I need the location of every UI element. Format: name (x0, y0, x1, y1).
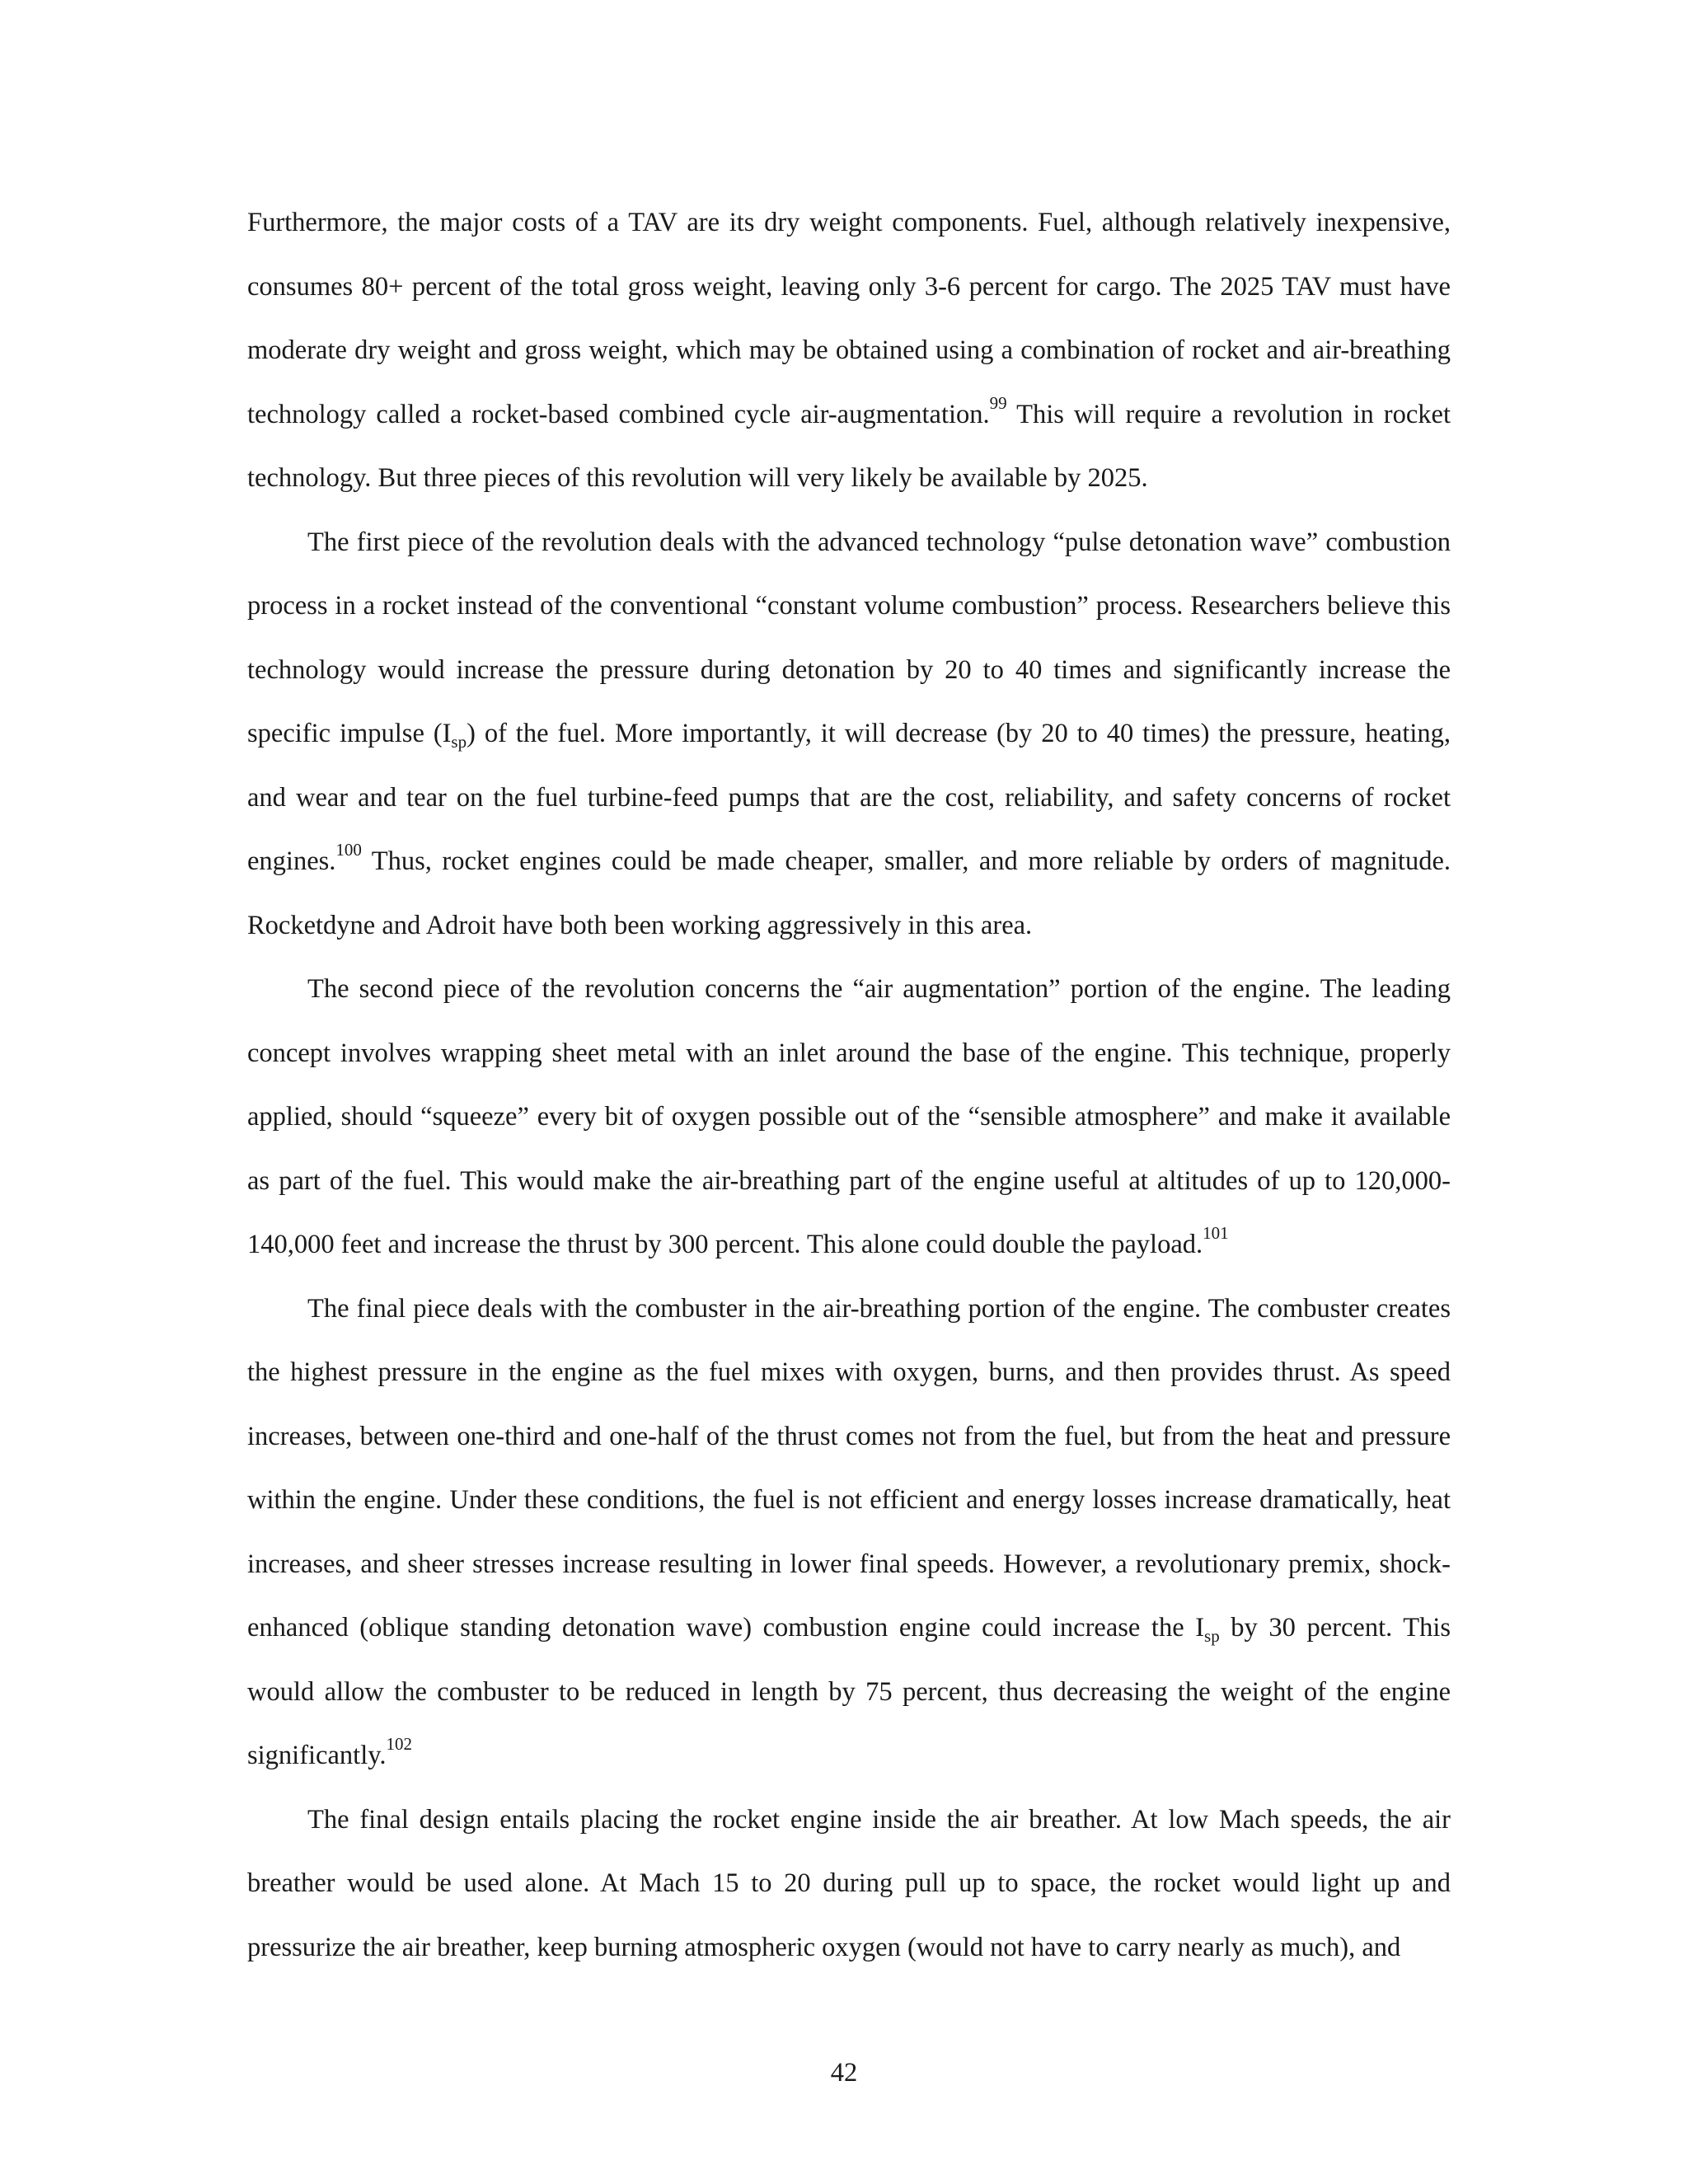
footnote-ref-99[interactable]: 99 (989, 392, 1007, 413)
text-run: The final piece deals with the combuster in the air-breathing portion of the engine. The combuster creates the highest pressure in the engine as the fuel mixes with oxygen, burns, and then provides thrust. As speed increases, between one-third and one-half of the thrust comes not from the fuel, but from the heat and pressure within the engine. Under these conditions, the fuel is not efficient and energy losses increase dramatically, heat increases, and sheer stresses increase resulting in lower final speeds. However, a revolutionary premix, shock-enhanced (oblique standing detonation wave) combustion engine could increase the I (247, 1293, 1451, 1643)
footnote-ref-100[interactable]: 100 (335, 840, 362, 860)
footnote-ref-101[interactable]: 101 (1203, 1223, 1229, 1243)
text-run: The final design entails placing the rocket engine inside the air breather. At low Mach speeds, the air breather would be used alone. At Mach 15 to 20 during pull up to space, the rocket would light up and pressurize the air breather, keep burning atmospheric oxygen (would not have to carry nearly as much), and (247, 1804, 1451, 1962)
text-run: This will require a revolution in rocket technology. But three pieces of this revolution will very likely be available by 2025. (247, 399, 1451, 493)
text-run: Furthermore, the major costs of a TAV are its dry weight components. Fuel, although relatively inexpensive, consumes 80+ percent of the total gross weight, leaving only 3-6 percent for cargo. The 2025 TAV must have moderate dry weight and gross weight, which may be obtained using a combination of rocket and air-breathing technology called a rocket-based combined cycle air-augmentation. (247, 208, 1451, 429)
paragraph-4 (247, 1277, 1451, 1788)
paragraph-5 (247, 1788, 1451, 1980)
document-body (247, 191, 1451, 1980)
subscript-sp: sp (1204, 1626, 1220, 1646)
footnote-ref-102[interactable]: 102 (386, 1734, 412, 1754)
page-number: 42 (830, 2058, 858, 2088)
paragraph-3 (247, 958, 1451, 1277)
subscript-sp: sp (451, 732, 467, 752)
paragraph-2 (247, 511, 1451, 958)
text-run: Thus, rocket engines could be made cheaper, smaller, and more reliable by orders of magnitude. Rocketdyne and Adroit have both been working aggressively in this area. (247, 846, 1451, 940)
text-run: The first piece of the revolution deals with the advanced technology “pulse detonation wave” combustion process in a rocket instead of the conventional “constant volume combustion” process. Researchers believe this technology would increase the pressure during detonation by 20 to 40 times and significantly increase the specific impulse (I (247, 527, 1451, 748)
text-run: The second piece of the revolution concerns the “air augmentation” portion of the engine. The leading concept involves wrapping sheet metal with an inlet around the base of the engine. This technique, properly applied, should “squeeze” every bit of oxygen possible out of the “sensible atmosphere” and make it available as part of the fuel. This would make the air-breathing part of the engine useful at altitudes of up to 120,000-140,000 feet and increase the thrust by 300 percent. This alone could double the payload. (247, 974, 1451, 1259)
paragraph-1 (247, 191, 1451, 511)
text-run: ) of the fuel. More importantly, it will decrease (by 20 to 40 times) the pressure, heating, and wear and tear on the fuel turbine-feed pumps that are the cost, reliability, and safety concerns of rocket engines. (247, 719, 1451, 876)
text-run: by 30 percent. This would allow the combuster to be reduced in length by 75 percent, thus decreasing the weight of the engine significantly. (247, 1613, 1451, 1770)
